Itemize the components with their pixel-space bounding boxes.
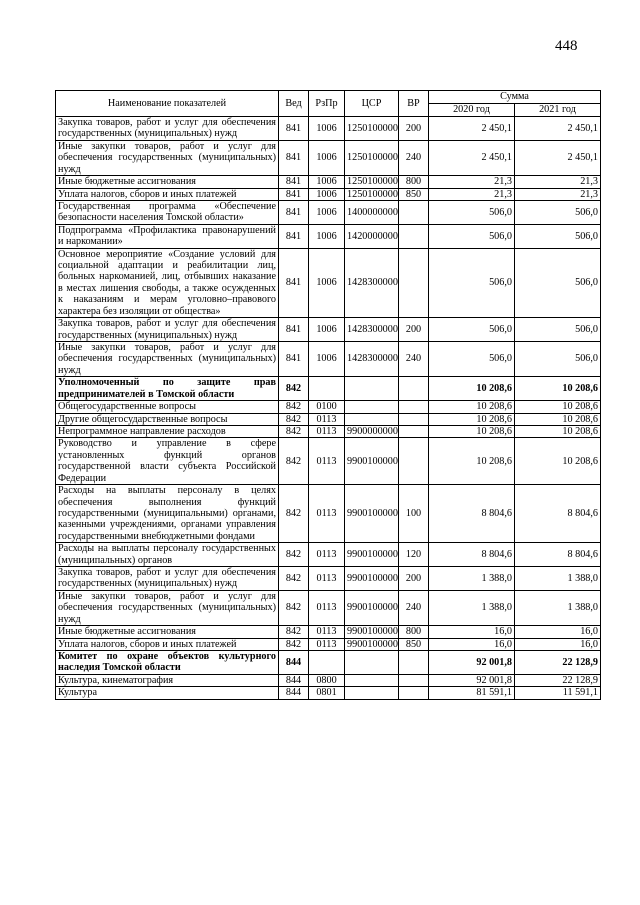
- cell-csr: 1428300000: [345, 318, 399, 342]
- cell-csr: 9900100000: [345, 590, 399, 625]
- cell-rzpr: 1006: [309, 248, 345, 318]
- cell-csr: 1250100000: [345, 140, 399, 175]
- cell-ved: 842: [279, 377, 309, 401]
- cell-csr: 1250100000: [345, 176, 399, 188]
- cell-name: Руководство и управление в сфере установленных функций органов государственной власти субъекта Российской Федерации: [56, 438, 279, 485]
- table-row: [56, 438, 601, 485]
- cell-ved: 841: [279, 117, 309, 141]
- cell-ved: 844: [279, 674, 309, 686]
- table-row: [56, 425, 601, 437]
- cell-y2021: 16,0: [515, 626, 601, 638]
- cell-vr: [399, 650, 429, 674]
- cell-ved: 842: [279, 543, 309, 567]
- cell-vr: 240: [399, 590, 429, 625]
- table-row: [56, 318, 601, 342]
- cell-ved: 844: [279, 650, 309, 674]
- cell-y2021: 506,0: [515, 200, 601, 224]
- table-row: [56, 377, 601, 401]
- cell-y2020: 92 001,8: [429, 674, 515, 686]
- table-row: [56, 413, 601, 425]
- cell-rzpr: 0113: [309, 590, 345, 625]
- cell-ved: 841: [279, 200, 309, 224]
- cell-rzpr: 0100: [309, 401, 345, 413]
- cell-vr: [399, 200, 429, 224]
- table-row: [56, 342, 601, 377]
- cell-rzpr: 1006: [309, 224, 345, 248]
- cell-y2021: 22 128,9: [515, 674, 601, 686]
- header-2020: 2020 год: [429, 104, 515, 117]
- cell-y2021: 21,3: [515, 176, 601, 188]
- cell-ved: 841: [279, 176, 309, 188]
- cell-ved: 841: [279, 342, 309, 377]
- cell-name: Непрограммное направление расходов: [56, 425, 279, 437]
- cell-y2021: 506,0: [515, 224, 601, 248]
- cell-vr: [399, 425, 429, 437]
- cell-y2021: 506,0: [515, 318, 601, 342]
- cell-rzpr: 0113: [309, 425, 345, 437]
- cell-vr: [399, 413, 429, 425]
- cell-name: Иные закупки товаров, работ и услуг для обеспечения государственных (муниципальных) нужд: [56, 342, 279, 377]
- cell-y2021: 8 804,6: [515, 543, 601, 567]
- table-row: [56, 188, 601, 200]
- cell-csr: [345, 413, 399, 425]
- cell-y2020: 506,0: [429, 318, 515, 342]
- table-row: [56, 674, 601, 686]
- cell-ved: 842: [279, 485, 309, 543]
- cell-y2020: 10 208,6: [429, 425, 515, 437]
- cell-y2021: 10 208,6: [515, 377, 601, 401]
- cell-ved: 841: [279, 318, 309, 342]
- cell-ved: 842: [279, 401, 309, 413]
- cell-name: Основное мероприятие «Создание условий для социальной адаптации и реабилитации лиц, больных наркоманией, лиц, отбывших наказание в местах лишения свободы, а также осужденных к наказаниям и мерам уголовно–правового характера без изоляции от общества»: [56, 248, 279, 318]
- cell-ved: 842: [279, 438, 309, 485]
- cell-csr: [345, 401, 399, 413]
- cell-rzpr: 0113: [309, 567, 345, 591]
- cell-y2021: 2 450,1: [515, 140, 601, 175]
- cell-y2020: 21,3: [429, 188, 515, 200]
- cell-csr: 1420000000: [345, 224, 399, 248]
- cell-y2020: 16,0: [429, 638, 515, 650]
- cell-vr: 240: [399, 140, 429, 175]
- cell-rzpr: 0113: [309, 438, 345, 485]
- cell-csr: 1428300000: [345, 342, 399, 377]
- cell-vr: 240: [399, 342, 429, 377]
- cell-csr: 9900100000: [345, 626, 399, 638]
- cell-vr: 850: [399, 638, 429, 650]
- cell-y2020: 2 450,1: [429, 117, 515, 141]
- cell-vr: 120: [399, 543, 429, 567]
- cell-csr: [345, 687, 399, 699]
- cell-vr: [399, 224, 429, 248]
- cell-vr: 100: [399, 485, 429, 543]
- cell-y2020: 2 450,1: [429, 140, 515, 175]
- cell-name: Иные бюджетные ассигнования: [56, 176, 279, 188]
- cell-vr: 200: [399, 567, 429, 591]
- table-row: [56, 590, 601, 625]
- cell-rzpr: [309, 650, 345, 674]
- cell-rzpr: 1006: [309, 117, 345, 141]
- cell-y2020: 506,0: [429, 224, 515, 248]
- cell-name: Иные бюджетные ассигнования: [56, 626, 279, 638]
- table-row: [56, 200, 601, 224]
- cell-csr: 9900100000: [345, 438, 399, 485]
- cell-y2021: 11 591,1: [515, 687, 601, 699]
- cell-vr: 200: [399, 318, 429, 342]
- cell-name: Уплата налогов, сборов и иных платежей: [56, 638, 279, 650]
- cell-csr: 9900100000: [345, 543, 399, 567]
- cell-y2021: 8 804,6: [515, 485, 601, 543]
- cell-name: Расходы на выплаты персоналу государственных (муниципальных) органов: [56, 543, 279, 567]
- cell-y2020: 10 208,6: [429, 401, 515, 413]
- cell-vr: 800: [399, 626, 429, 638]
- cell-y2020: 8 804,6: [429, 485, 515, 543]
- cell-rzpr: 0113: [309, 485, 345, 543]
- table-row: [56, 650, 601, 674]
- cell-name: Закупка товаров, работ и услуг для обеспечения государственных (муниципальных) нужд: [56, 117, 279, 141]
- cell-name: Комитет по охране объектов культурного наследия Томской области: [56, 650, 279, 674]
- cell-y2020: 1 388,0: [429, 590, 515, 625]
- cell-ved: 841: [279, 248, 309, 318]
- cell-name: Иные закупки товаров, работ и услуг для обеспечения государственных (муниципальных) нужд: [56, 590, 279, 625]
- table-body: [56, 117, 601, 700]
- table-row: [56, 687, 601, 699]
- table-row: [56, 567, 601, 591]
- table-row: [56, 638, 601, 650]
- cell-y2020: 10 208,6: [429, 377, 515, 401]
- table-row: [56, 140, 601, 175]
- cell-name: Общегосударственные вопросы: [56, 401, 279, 413]
- cell-csr: 1250100000: [345, 117, 399, 141]
- cell-rzpr: 0801: [309, 687, 345, 699]
- header-sum: Сумма: [429, 91, 601, 104]
- cell-y2020: 506,0: [429, 248, 515, 318]
- table-row: [56, 224, 601, 248]
- cell-name: Государственная программа «Обеспечение безопасности населения Томской области»: [56, 200, 279, 224]
- cell-y2021: 16,0: [515, 638, 601, 650]
- cell-vr: [399, 674, 429, 686]
- cell-rzpr: 0113: [309, 638, 345, 650]
- cell-rzpr: 1006: [309, 188, 345, 200]
- cell-ved: 841: [279, 140, 309, 175]
- cell-rzpr: 0113: [309, 413, 345, 425]
- header-vr: ВР: [399, 91, 429, 117]
- cell-name: Расходы на выплаты персоналу в целях обеспечения выполнения функций государственными (муниципальными) органами, казенными учреждениями, органами управления государственными внебюджетными фондами: [56, 485, 279, 543]
- table-row: [56, 401, 601, 413]
- cell-name: Другие общегосударственные вопросы: [56, 413, 279, 425]
- cell-y2020: 1 388,0: [429, 567, 515, 591]
- cell-y2020: 10 208,6: [429, 438, 515, 485]
- cell-name: Уплата налогов, сборов и иных платежей: [56, 188, 279, 200]
- cell-rzpr: 1006: [309, 342, 345, 377]
- cell-csr: 1428300000: [345, 248, 399, 318]
- table-row: [56, 626, 601, 638]
- cell-csr: 1400000000: [345, 200, 399, 224]
- cell-ved: 842: [279, 567, 309, 591]
- table-row: [56, 248, 601, 318]
- cell-vr: 800: [399, 176, 429, 188]
- cell-ved: 842: [279, 590, 309, 625]
- cell-rzpr: 1006: [309, 140, 345, 175]
- cell-name: Культура, кинематография: [56, 674, 279, 686]
- cell-csr: [345, 650, 399, 674]
- cell-rzpr: 0800: [309, 674, 345, 686]
- cell-name: Уполномоченный по защите прав предпринимателей в Томской области: [56, 377, 279, 401]
- cell-name: Иные закупки товаров, работ и услуг для обеспечения государственных (муниципальных) нужд: [56, 140, 279, 175]
- header-2021: 2021 год: [515, 104, 601, 117]
- cell-csr: 9900100000: [345, 567, 399, 591]
- cell-y2020: 92 001,8: [429, 650, 515, 674]
- cell-name: Культура: [56, 687, 279, 699]
- cell-rzpr: 0113: [309, 543, 345, 567]
- cell-y2021: 10 208,6: [515, 438, 601, 485]
- cell-vr: [399, 687, 429, 699]
- cell-name: Закупка товаров, работ и услуг для обеспечения государственных (муниципальных) нужд: [56, 567, 279, 591]
- cell-y2021: 1 388,0: [515, 567, 601, 591]
- cell-y2020: 16,0: [429, 626, 515, 638]
- header-rzpr: РзПр: [309, 91, 345, 117]
- cell-y2021: 10 208,6: [515, 413, 601, 425]
- cell-y2020: 10 208,6: [429, 413, 515, 425]
- cell-ved: 841: [279, 188, 309, 200]
- cell-rzpr: 1006: [309, 318, 345, 342]
- cell-y2020: 21,3: [429, 176, 515, 188]
- cell-y2021: 22 128,9: [515, 650, 601, 674]
- cell-vr: 850: [399, 188, 429, 200]
- table-row: [56, 543, 601, 567]
- cell-csr: [345, 674, 399, 686]
- cell-rzpr: [309, 377, 345, 401]
- cell-vr: 200: [399, 117, 429, 141]
- cell-y2021: 10 208,6: [515, 401, 601, 413]
- header-csr: ЦСР: [345, 91, 399, 117]
- cell-y2021: 1 388,0: [515, 590, 601, 625]
- cell-y2021: 506,0: [515, 248, 601, 318]
- cell-ved: 842: [279, 638, 309, 650]
- cell-y2021: 2 450,1: [515, 117, 601, 141]
- cell-ved: 842: [279, 626, 309, 638]
- cell-ved: 844: [279, 687, 309, 699]
- cell-vr: [399, 438, 429, 485]
- cell-y2020: 81 591,1: [429, 687, 515, 699]
- budget-table: [55, 90, 601, 700]
- cell-ved: 841: [279, 224, 309, 248]
- cell-csr: [345, 377, 399, 401]
- table-row: [56, 176, 601, 188]
- cell-rzpr: 0113: [309, 626, 345, 638]
- header-ved: Вед: [279, 91, 309, 117]
- cell-csr: 9900000000: [345, 425, 399, 437]
- cell-ved: 842: [279, 413, 309, 425]
- page-number: 448: [555, 38, 578, 54]
- cell-y2021: 506,0: [515, 342, 601, 377]
- cell-csr: 1250100000: [345, 188, 399, 200]
- cell-y2021: 10 208,6: [515, 425, 601, 437]
- cell-name: Подпрограмма «Профилактика правонарушений и наркомании»: [56, 224, 279, 248]
- cell-y2020: 506,0: [429, 200, 515, 224]
- table-row: [56, 485, 601, 543]
- cell-y2020: 506,0: [429, 342, 515, 377]
- cell-y2020: 8 804,6: [429, 543, 515, 567]
- header-name: Наименование показателей: [56, 91, 279, 117]
- cell-name: Закупка товаров, работ и услуг для обеспечения государственных (муниципальных) нужд: [56, 318, 279, 342]
- cell-y2021: 21,3: [515, 188, 601, 200]
- cell-vr: [399, 248, 429, 318]
- cell-ved: 842: [279, 425, 309, 437]
- table-row: [56, 117, 601, 141]
- cell-csr: 9900100000: [345, 485, 399, 543]
- cell-csr: 9900100000: [345, 638, 399, 650]
- cell-rzpr: 1006: [309, 176, 345, 188]
- cell-vr: [399, 401, 429, 413]
- cell-rzpr: 1006: [309, 200, 345, 224]
- cell-vr: [399, 377, 429, 401]
